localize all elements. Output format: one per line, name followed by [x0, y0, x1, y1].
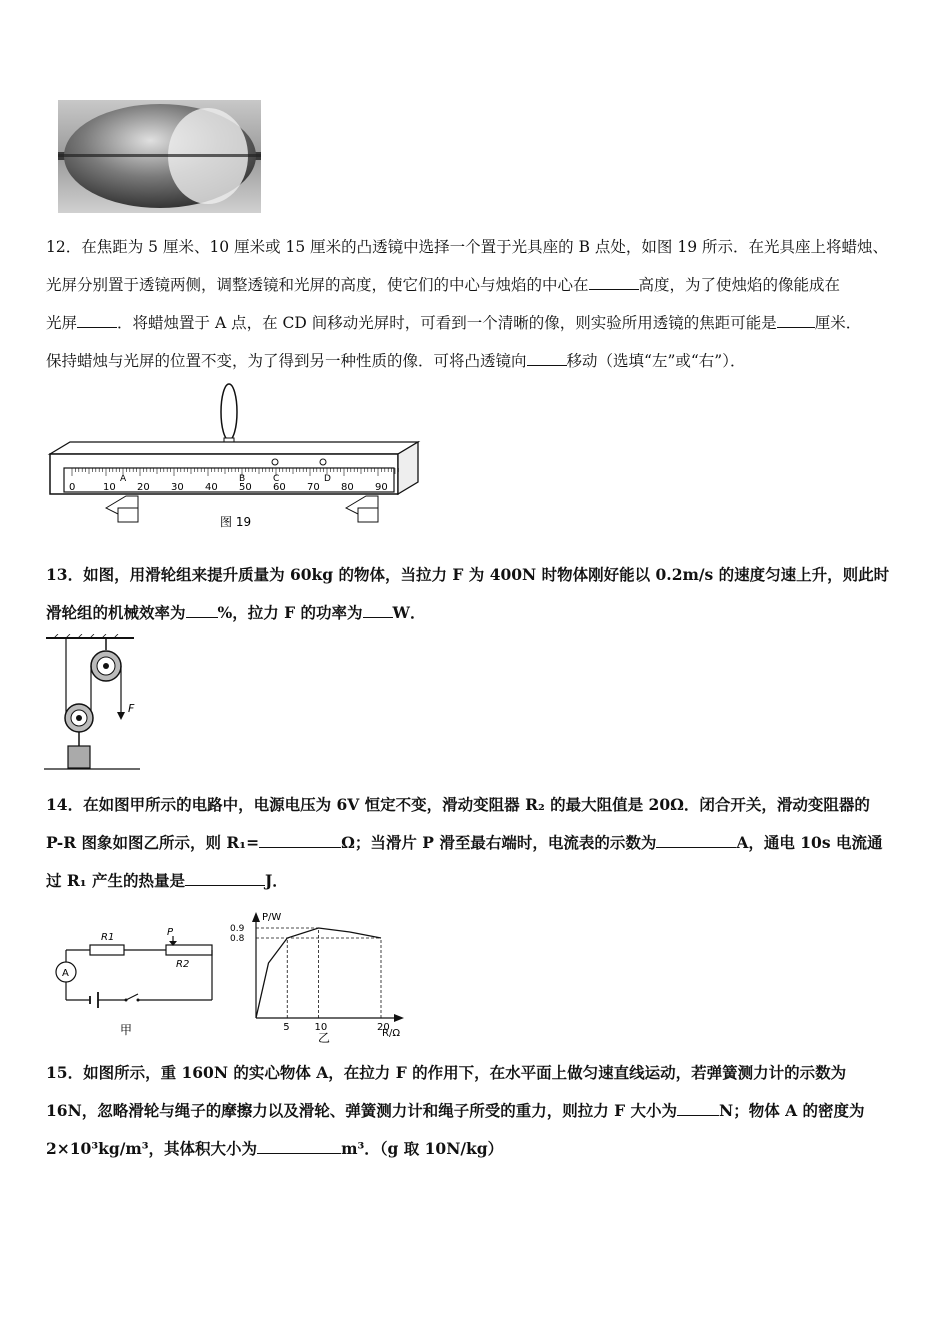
r1-label: R1	[101, 932, 115, 943]
answer-blank[interactable]	[527, 351, 567, 366]
x-axis-label: R/Ω	[382, 1028, 400, 1039]
r2-label: R2	[176, 959, 190, 970]
q12-text: 厘米．	[814, 314, 862, 332]
q15-text: 16N，忽略滑轮与绳子的摩擦力以及滑轮、弹簧测力计和绳子所受的重力，则拉力 F 大小为	[46, 1101, 678, 1120]
q14-text: J．	[264, 871, 288, 890]
answer-blank[interactable]	[185, 871, 265, 886]
question-13	[46, 556, 912, 632]
answer-blank[interactable]	[186, 603, 218, 618]
scale-tick-label: 90	[375, 482, 388, 493]
q14-text: Ω；当滑片 P 滑至最右端时，电流表的示数为	[341, 833, 657, 852]
q13-line-1: 13．如图，用滑轮组来提升质量为 60kg 的物体，当拉力 F 为 400N 时物体刚好能以 0.2m/s 的速度匀速上升，则此时	[46, 565, 890, 584]
q14-line-1: 14．在如图甲所示的电路中，电源电压为 6V 恒定不变，滑动变阻器 R₂ 的最大阻值是 20Ω．闭合开关，滑动变阻器的	[46, 795, 870, 814]
question-14	[46, 786, 912, 900]
x-tick-label: 5	[283, 1022, 290, 1033]
pulley-figure	[44, 634, 154, 774]
optical-bench-figure	[46, 382, 426, 532]
weight-block	[68, 746, 90, 768]
answer-blank[interactable]	[677, 1101, 719, 1116]
scale-tick-label: 30	[171, 482, 184, 493]
q14-text: P-R 图象如图乙所示，则 R₁=	[46, 833, 260, 852]
lens-shape	[221, 384, 237, 440]
q12-text: 保持蜡烛与光屏的位置不变，为了得到另一种性质的像．可将凸透镜向	[46, 352, 527, 370]
q12-line-3	[46, 304, 912, 342]
x-tick-label: 20	[377, 1022, 390, 1033]
bench-point-label: C	[273, 474, 280, 484]
scale-tick-label: 80	[341, 482, 354, 493]
q12-text: ．将蜡烛置于 A 点，在 CD 间移动光屏时，可看到一个清晰的像，则实验所用透镜的焦距可能是	[117, 314, 777, 332]
q14-text: 过 R₁ 产生的热量是	[46, 871, 185, 890]
y-tick-label: 0.9	[230, 924, 245, 934]
q12-line-1: 12．在焦距为 5 厘米、10 厘米或 15 厘米的凸透镜中选择一个置于光具座的 B 点处，如图 19 所示．在光具座上将蜡烛、	[46, 238, 888, 256]
lens-photo	[58, 100, 261, 213]
answer-blank[interactable]	[259, 833, 341, 848]
p-r-graph	[226, 908, 416, 1044]
q12-text: 移动（选填“左”或“右”）．	[566, 352, 746, 370]
scale-tick-label: 40	[205, 482, 218, 493]
slider-label: P	[167, 927, 174, 938]
answer-blank[interactable]	[257, 1139, 341, 1154]
q15-text: 2×10³kg/m³，其体积大小为	[46, 1139, 258, 1158]
answer-blank[interactable]	[777, 313, 815, 328]
q13-text: W．	[392, 603, 426, 622]
circuit-diagram	[46, 920, 226, 1040]
graph-caption: 乙	[318, 1031, 331, 1044]
scale-tick-label: 70	[307, 482, 320, 493]
force-label: F	[128, 702, 135, 715]
q12-line-4	[46, 342, 912, 380]
q14-text: A，通电 10s 电流通	[736, 833, 883, 852]
q15-line-1: 15．如图所示，重 160N 的实心物体 A，在拉力 F 的作用下，在水平面上做匀速直线运动，若弹簧测力计的示数为	[46, 1063, 847, 1082]
bench-point-label: A	[120, 474, 127, 484]
answer-blank[interactable]	[77, 313, 117, 328]
scale-tick-label: 50	[239, 482, 252, 493]
q12-line-2	[46, 266, 912, 304]
answer-blank[interactable]	[656, 833, 736, 848]
circuit-caption: 甲	[120, 1023, 133, 1037]
q15-line-3	[46, 1130, 912, 1168]
q13-text: %，拉力 F 的功率为	[217, 603, 363, 622]
q13-text: 滑轮组的机械效率为	[46, 603, 186, 622]
q15-text: N；物体 A 的密度为	[719, 1101, 865, 1120]
scale-tick-label: 20	[137, 482, 150, 493]
scale-tick-label: 10	[103, 482, 116, 493]
answer-blank[interactable]	[589, 275, 639, 290]
question-15	[46, 1054, 912, 1168]
answer-blank[interactable]	[363, 603, 393, 618]
y-axis-label: P/W	[262, 912, 282, 923]
ammeter-label: A	[62, 968, 69, 979]
q12-text: 光屏分别置于透镜两侧，调整透镜和光屏的高度，使它们的中心与烛焰的中心在	[46, 276, 589, 294]
scale-tick-label: 0	[69, 482, 76, 493]
question-12	[46, 228, 912, 380]
q14-line-2	[46, 824, 912, 862]
x-tick-label: 10	[314, 1022, 328, 1033]
q13-line-2	[46, 594, 912, 632]
q15-text: m³．（g 取 10N/kg）	[341, 1139, 504, 1158]
q12-text: 高度，为了使烛焰的像能成在	[638, 276, 841, 294]
bench-point-label: D	[324, 474, 331, 484]
q12-text: 光屏	[46, 314, 78, 332]
figure-caption: 图 19	[220, 515, 252, 529]
y-tick-label: 0.8	[230, 934, 245, 944]
q14-line-3	[46, 862, 912, 900]
bench-point-label: B	[239, 474, 246, 484]
q15-line-2	[46, 1092, 912, 1130]
scale-tick-label: 60	[273, 482, 286, 493]
